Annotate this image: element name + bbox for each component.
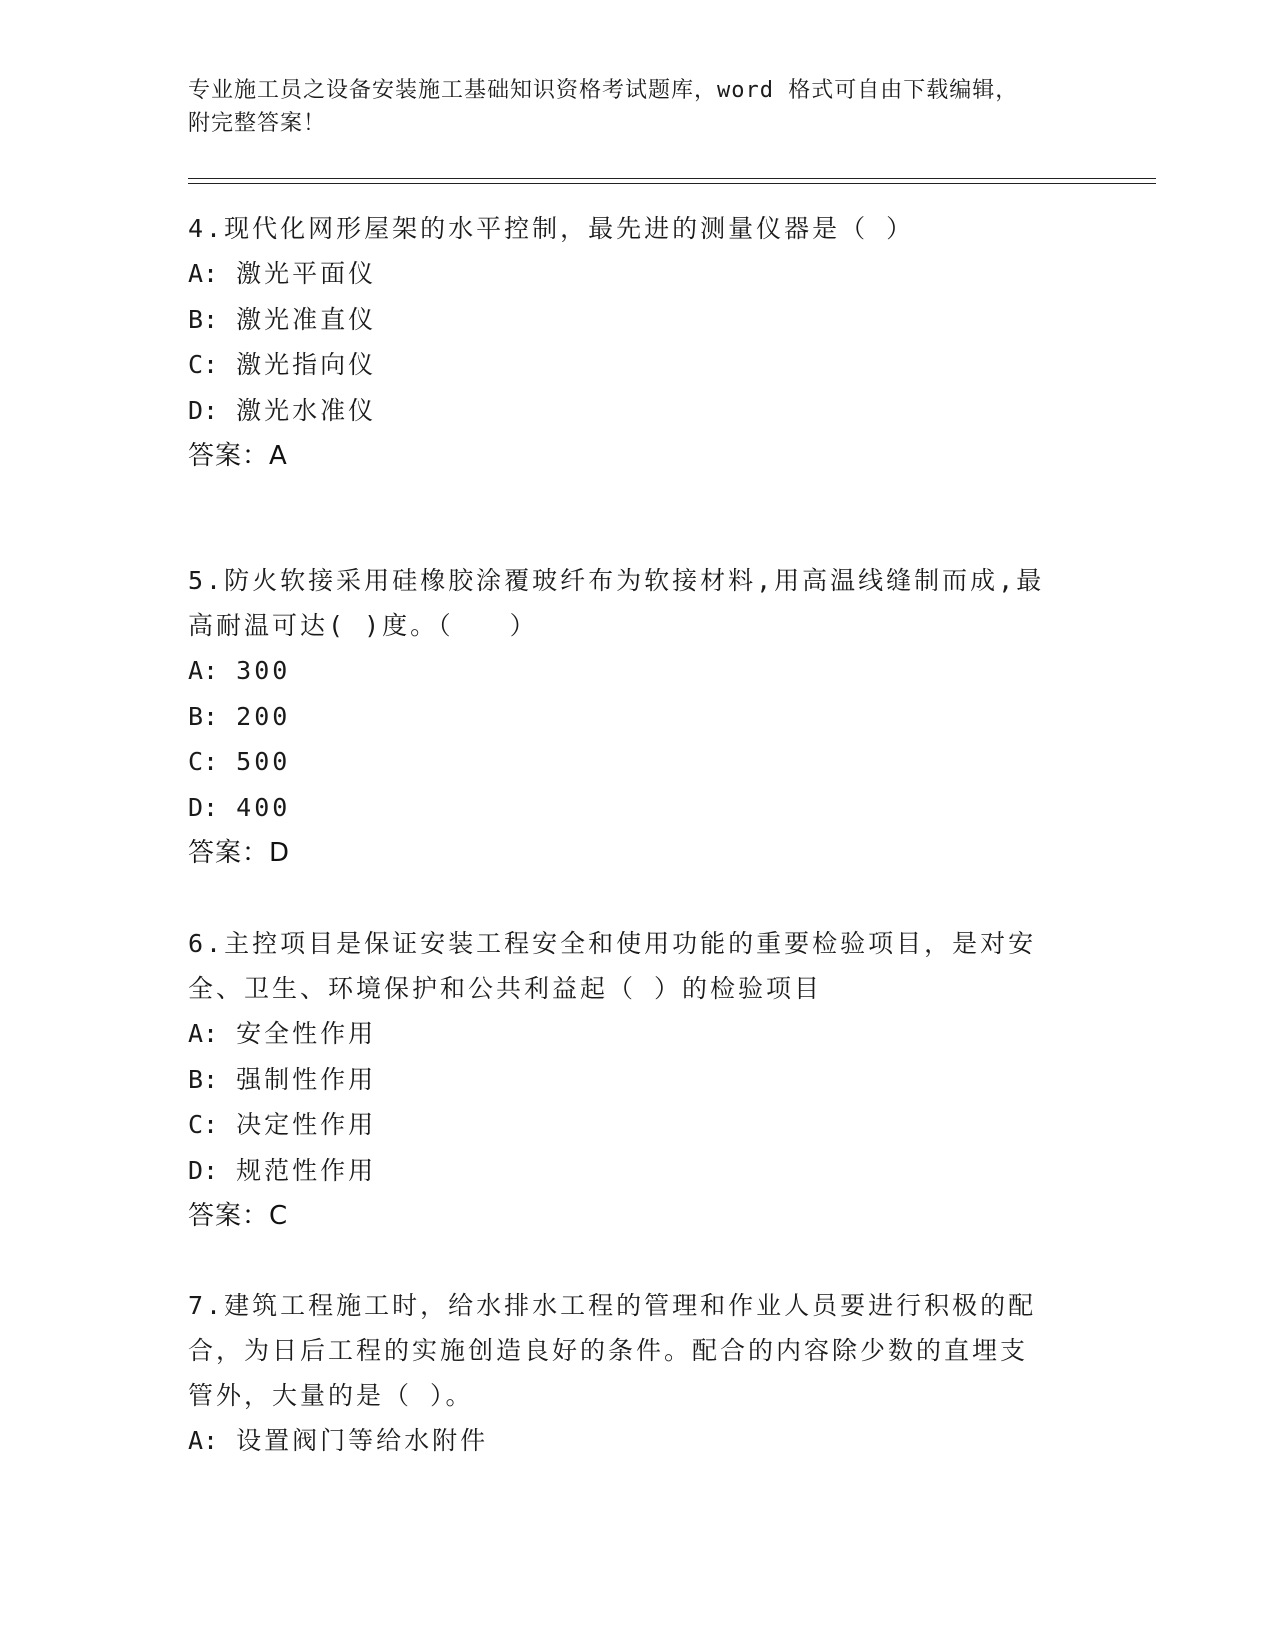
option-c: C: 500 <box>188 747 291 776</box>
option-d: D: 400 <box>188 792 291 822</box>
question-text-line: 高耐温可达( )度。（ ） <box>188 611 538 640</box>
option-a: A: 激光平面仪 <box>188 259 377 288</box>
answer: 答案：D <box>188 838 291 868</box>
option-b: B: 激光准直仪 <box>188 304 377 334</box>
header-divider-bottom <box>188 183 1156 184</box>
question-text-line: 5.防火软接采用硅橡胶涂覆玻纤布为软接材料,用高温线缝制而成,最 <box>188 566 1045 595</box>
question-block <box>188 921 1068 1239</box>
document-header <box>188 74 1088 140</box>
question-text-line: 管外，大量的是（ ）。 <box>188 1381 474 1410</box>
question-block <box>188 1283 1068 1464</box>
question-block <box>188 558 1068 876</box>
option-d: D: 激光水准仪 <box>188 395 377 425</box>
header-divider-top <box>188 178 1156 179</box>
question-text: 4.现代化网形屋架的水平控制，最先进的测量仪器是（ ） <box>188 214 915 243</box>
option-a: A: 设置阀门等给水附件 <box>188 1426 489 1455</box>
option-d: D: 规范性作用 <box>188 1155 377 1185</box>
option-a: A: 安全性作用 <box>188 1019 377 1048</box>
option-a: A: 300 <box>188 656 291 685</box>
question-block <box>188 206 1068 479</box>
option-c: C: 决定性作用 <box>188 1110 377 1139</box>
option-c: C: 激光指向仪 <box>188 350 377 379</box>
header-line-1: 专业施工员之设备安装施工基础知识资格考试题库，word 格式可自由下载编辑， <box>188 78 1019 103</box>
option-b: B: 200 <box>188 701 291 731</box>
question-text-line: 合，为日后工程的实施创造良好的条件。配合的内容除少数的直埋支 <box>188 1336 1029 1365</box>
answer: 答案：C <box>188 1201 289 1231</box>
question-text-line: 全、卫生、环境保护和公共利益起（ ）的检验项目 <box>188 974 823 1003</box>
header-line-2: 附完整答案！ <box>188 111 327 136</box>
option-b: B: 强制性作用 <box>188 1064 377 1094</box>
answer: 答案：A <box>188 441 288 471</box>
question-text-line: 6.主控项目是保证安装工程安全和使用功能的重要检验项目，是对安 <box>188 929 1037 958</box>
question-text-line: 7.建筑工程施工时，给水排水工程的管理和作业人员要进行积极的配 <box>188 1291 1037 1320</box>
